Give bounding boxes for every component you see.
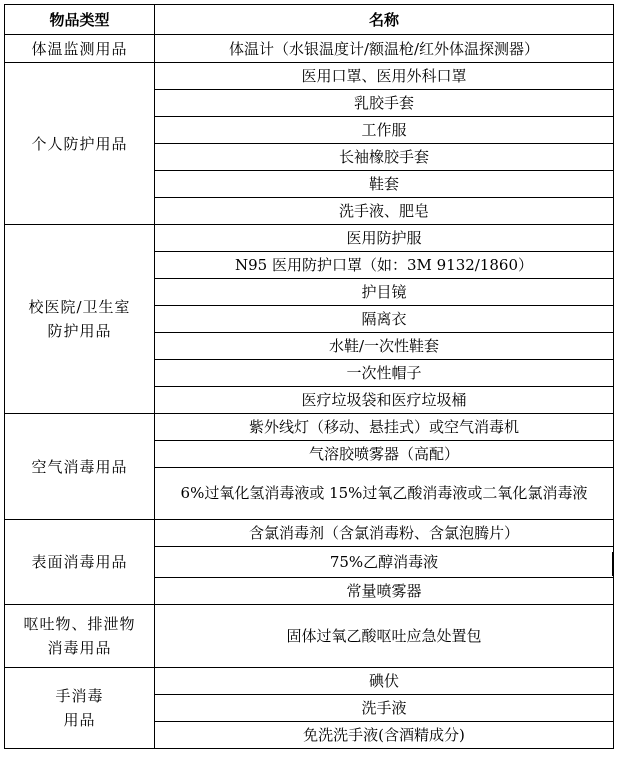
table-row [5,63,614,90]
table-row [5,520,614,547]
item-cell: 免洗洗手液(含酒精成分) [155,722,614,749]
category-cell: 表面消毒用品 [5,520,155,605]
category-cell [5,668,155,749]
table-row [5,35,614,63]
item-cell: 医用防护服 [155,225,614,252]
item-cell: 鞋套 [155,171,614,198]
item-cell: 常量喷雾器 [155,578,614,605]
category-line: 手消毒 [55,687,104,705]
item-cell: 气溶胶喷雾器（高配） [155,441,614,468]
table-row [5,605,614,668]
item-cell: 碘伏 [155,668,614,695]
item-cell: 隔离衣 [155,306,614,333]
text-cursor-mark [612,552,614,576]
category-line: 用品 [63,711,96,729]
item-cell: 一次性帽子 [155,360,614,387]
item-cell: N95 医用防护口罩（如：3M 9132/1860） [155,252,614,279]
item-cell: 洗手液、肥皂 [155,198,614,225]
header-row [5,5,614,35]
item-cell: 洗手液 [155,695,614,722]
category-cell: 空气消毒用品 [5,414,155,520]
category-cell: 个人防护用品 [5,63,155,225]
table-row [5,225,614,252]
item-cell: 长袖橡胶手套 [155,144,614,171]
category-line: 消毒用品 [47,639,112,657]
item-cell: 6%过氧化氢消毒液或 15%过氧乙酸消毒液或二氧化氯消毒液 [155,468,614,520]
item-cell: 医疗垃圾袋和医疗垃圾桶 [155,387,614,414]
header-name: 名称 [155,5,614,35]
item-cell: 75%乙醇消毒液 [155,547,614,578]
item-cell: 乳胶手套 [155,90,614,117]
category-cell: 体温监测用品 [5,35,155,63]
item-cell: 紫外线灯（移动、悬挂式）或空气消毒机 [155,414,614,441]
item-cell: 固体过氧乙酸呕吐应急处置包 [155,605,614,668]
category-line: 校医院/卫生室 [28,298,131,316]
category-cell [5,225,155,414]
table-row [5,414,614,441]
supplies-table [4,4,614,749]
category-cell [5,605,155,668]
item-cell: 工作服 [155,117,614,144]
item-cell: 水鞋/一次性鞋套 [155,333,614,360]
table-row [5,668,614,695]
item-cell: 含氯消毒剂（含氯消毒粉、含氯泡腾片） [155,520,614,547]
category-line: 呕吐物、排泄物 [23,615,136,633]
item-cell: 护目镜 [155,279,614,306]
item-cell: 医用口罩、医用外科口罩 [155,63,614,90]
header-type: 物品类型 [5,5,155,35]
category-line: 防护用品 [47,322,112,340]
item-cell: 体温计（水银温度计/额温枪/红外体温探测器） [155,35,614,63]
